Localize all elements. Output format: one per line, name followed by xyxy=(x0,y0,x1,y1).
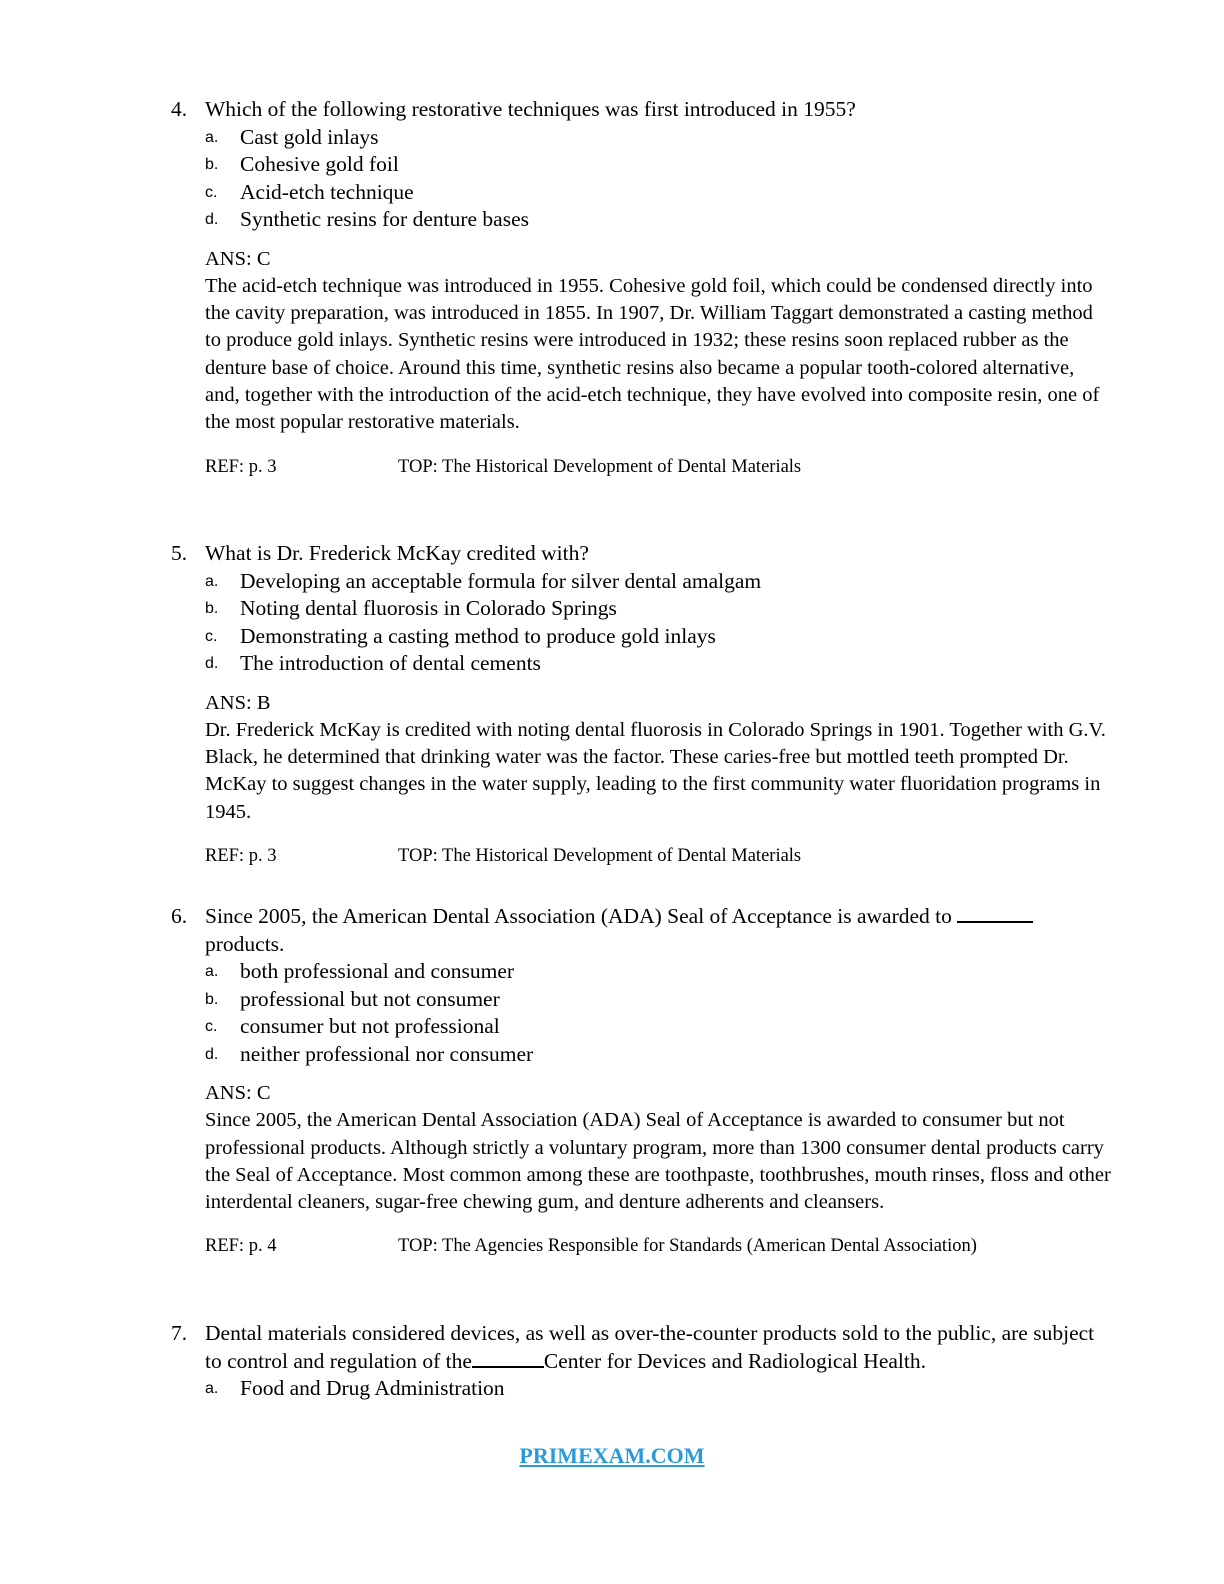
question-number: 4. xyxy=(171,97,188,121)
option-text: professional but not consumer xyxy=(240,986,500,1011)
topic-reference: TOP: The Agencies Responsible for Standards (American Dental Association) xyxy=(398,1236,977,1257)
reference-line xyxy=(205,1233,1111,1259)
option-b xyxy=(205,151,1111,179)
topic-reference: TOP: The Historical Development of Dental Materials xyxy=(398,456,802,477)
answer-blank xyxy=(472,1350,544,1368)
question-number: 5. xyxy=(171,541,188,565)
option-a xyxy=(205,568,1111,596)
option-a xyxy=(205,124,1111,152)
option-letter: b. xyxy=(205,156,219,173)
page-reference: REF: p. 4 xyxy=(205,1236,277,1257)
option-letter: a. xyxy=(205,963,219,980)
option-letter: c. xyxy=(205,627,218,645)
question-text xyxy=(205,1320,1111,1375)
question-number: 6. xyxy=(171,904,188,928)
options-list xyxy=(205,124,1111,234)
option-b xyxy=(205,595,1111,623)
option-c xyxy=(205,1013,1111,1041)
answer-block xyxy=(205,1080,1111,1216)
answer-rationale: The acid-etch technique was introduced in 1955. Cohesive gold foil, which could be condensed directly into the cavity preparation, was introduced in 1855. In 1907, Dr. William Taggart demonstrated a casting method to produce gold inlays. Synthetic resins were introduced in 1932; these resins soon replaced rubber as the denture base of choice. Around this time, synthetic resins also became a popular tooth-colored alternative, and, together with the introduction of the acid-etch technique, they have evolved into composite resin, one of the most popular restorative materials. xyxy=(205,274,1100,434)
primexam-link[interactable]: PRIMEXAM.COM xyxy=(519,1443,705,1468)
option-text: neither professional nor consumer xyxy=(240,1041,534,1066)
option-letter: c. xyxy=(205,1018,218,1035)
answer-key: ANS: C xyxy=(205,1082,271,1104)
option-text: Demonstrating a casting method to produce gold inlays xyxy=(240,623,716,648)
option-letter: b. xyxy=(205,600,219,617)
page-footer xyxy=(0,1443,1224,1469)
option-d xyxy=(205,206,1111,234)
question-6 xyxy=(171,903,1111,1259)
answer-blank xyxy=(957,905,1033,923)
answer-key: ANS: B xyxy=(205,691,271,714)
option-text: Cast gold inlays xyxy=(240,124,379,149)
option-letter: d. xyxy=(205,1045,219,1063)
option-text: consumer but not professional xyxy=(240,1014,500,1038)
page-reference: REF: p. 3 xyxy=(205,845,277,866)
option-letter: a. xyxy=(205,1380,219,1397)
option-text: Developing an acceptable formula for silver dental amalgam xyxy=(240,568,762,593)
option-d xyxy=(205,650,1111,678)
question-text-after: products. xyxy=(205,931,285,956)
option-b xyxy=(205,986,1111,1014)
options-list xyxy=(205,568,1111,678)
option-c xyxy=(205,179,1111,207)
question-text-after: Center for Devices and Radiological Health. xyxy=(543,1348,926,1373)
answer-rationale: Since 2005, the American Dental Association (ADA) Seal of Acceptance is awarded to consumer but not professional products. Although strictly a voluntary program, more than 1300 consumer dental products carry the Seal of Acceptance. Most common among these are toothpaste, toothbrushes, mouth rinses, floss and other interdental cleaners, sugar-free chewing gum, and denture adherents and cleansers. xyxy=(205,1109,1111,1214)
option-text: Acid-etch technique xyxy=(240,179,414,204)
option-d xyxy=(205,1041,1111,1069)
page-reference: REF: p. 3 xyxy=(205,456,277,477)
question-number: 7. xyxy=(171,1321,188,1345)
question-stem xyxy=(171,540,1111,568)
answer-rationale: Dr. Frederick McKay is credited with noting dental fluorosis in Colorado Springs in 1901. Together with G.V. Black, he determined that drinking water was the factor. These caries-free but mottled teeth prompted Dr. McKay to suggest changes in the water supply, leading to the first community water fluoridation programs in 1945. xyxy=(205,718,1106,823)
question-stem xyxy=(171,1320,1111,1375)
question-text-before: Since 2005, the American Dental Association (ADA) Seal of Acceptance is awarded to xyxy=(205,904,958,928)
question-7 xyxy=(171,1320,1111,1403)
answer-block xyxy=(205,690,1111,826)
question-text-before: Dental materials considered devices, as well as over-the-counter products sold to the public, are subject to control and regulation of the xyxy=(205,1321,1095,1373)
option-text: Cohesive gold foil xyxy=(240,152,399,176)
option-text: both professional and consumer xyxy=(240,959,515,983)
question-5 xyxy=(171,540,1111,869)
option-letter: d. xyxy=(205,655,219,672)
reference-line xyxy=(205,843,1111,869)
option-letter: a. xyxy=(205,128,219,146)
question-4 xyxy=(171,96,1111,480)
option-c xyxy=(205,623,1111,651)
question-stem xyxy=(171,96,1111,124)
options-list xyxy=(205,1375,1111,1403)
option-text: Synthetic resins for denture bases xyxy=(240,207,529,231)
question-text: Which of the following restorative techniques was first introduced in 1955? xyxy=(205,97,856,121)
option-letter: a. xyxy=(205,572,219,590)
option-letter: b. xyxy=(205,990,219,1008)
reference-line xyxy=(205,454,1111,480)
question-text: What is Dr. Frederick McKay credited with? xyxy=(205,541,589,565)
option-a xyxy=(205,1375,1111,1403)
question-text xyxy=(205,903,1111,958)
answer-block xyxy=(205,246,1111,437)
answer-key: ANS: C xyxy=(205,247,271,270)
option-letter: d. xyxy=(205,211,219,228)
option-text: The introduction of dental cements xyxy=(240,651,541,675)
option-a xyxy=(205,958,1111,986)
question-stem xyxy=(171,903,1111,958)
option-text: Food and Drug Administration xyxy=(240,1376,505,1400)
option-letter: c. xyxy=(205,183,218,201)
topic-reference: TOP: The Historical Development of Dental Materials xyxy=(398,845,802,866)
options-list xyxy=(205,958,1111,1068)
option-text: Noting dental fluorosis in Colorado Springs xyxy=(240,596,617,620)
